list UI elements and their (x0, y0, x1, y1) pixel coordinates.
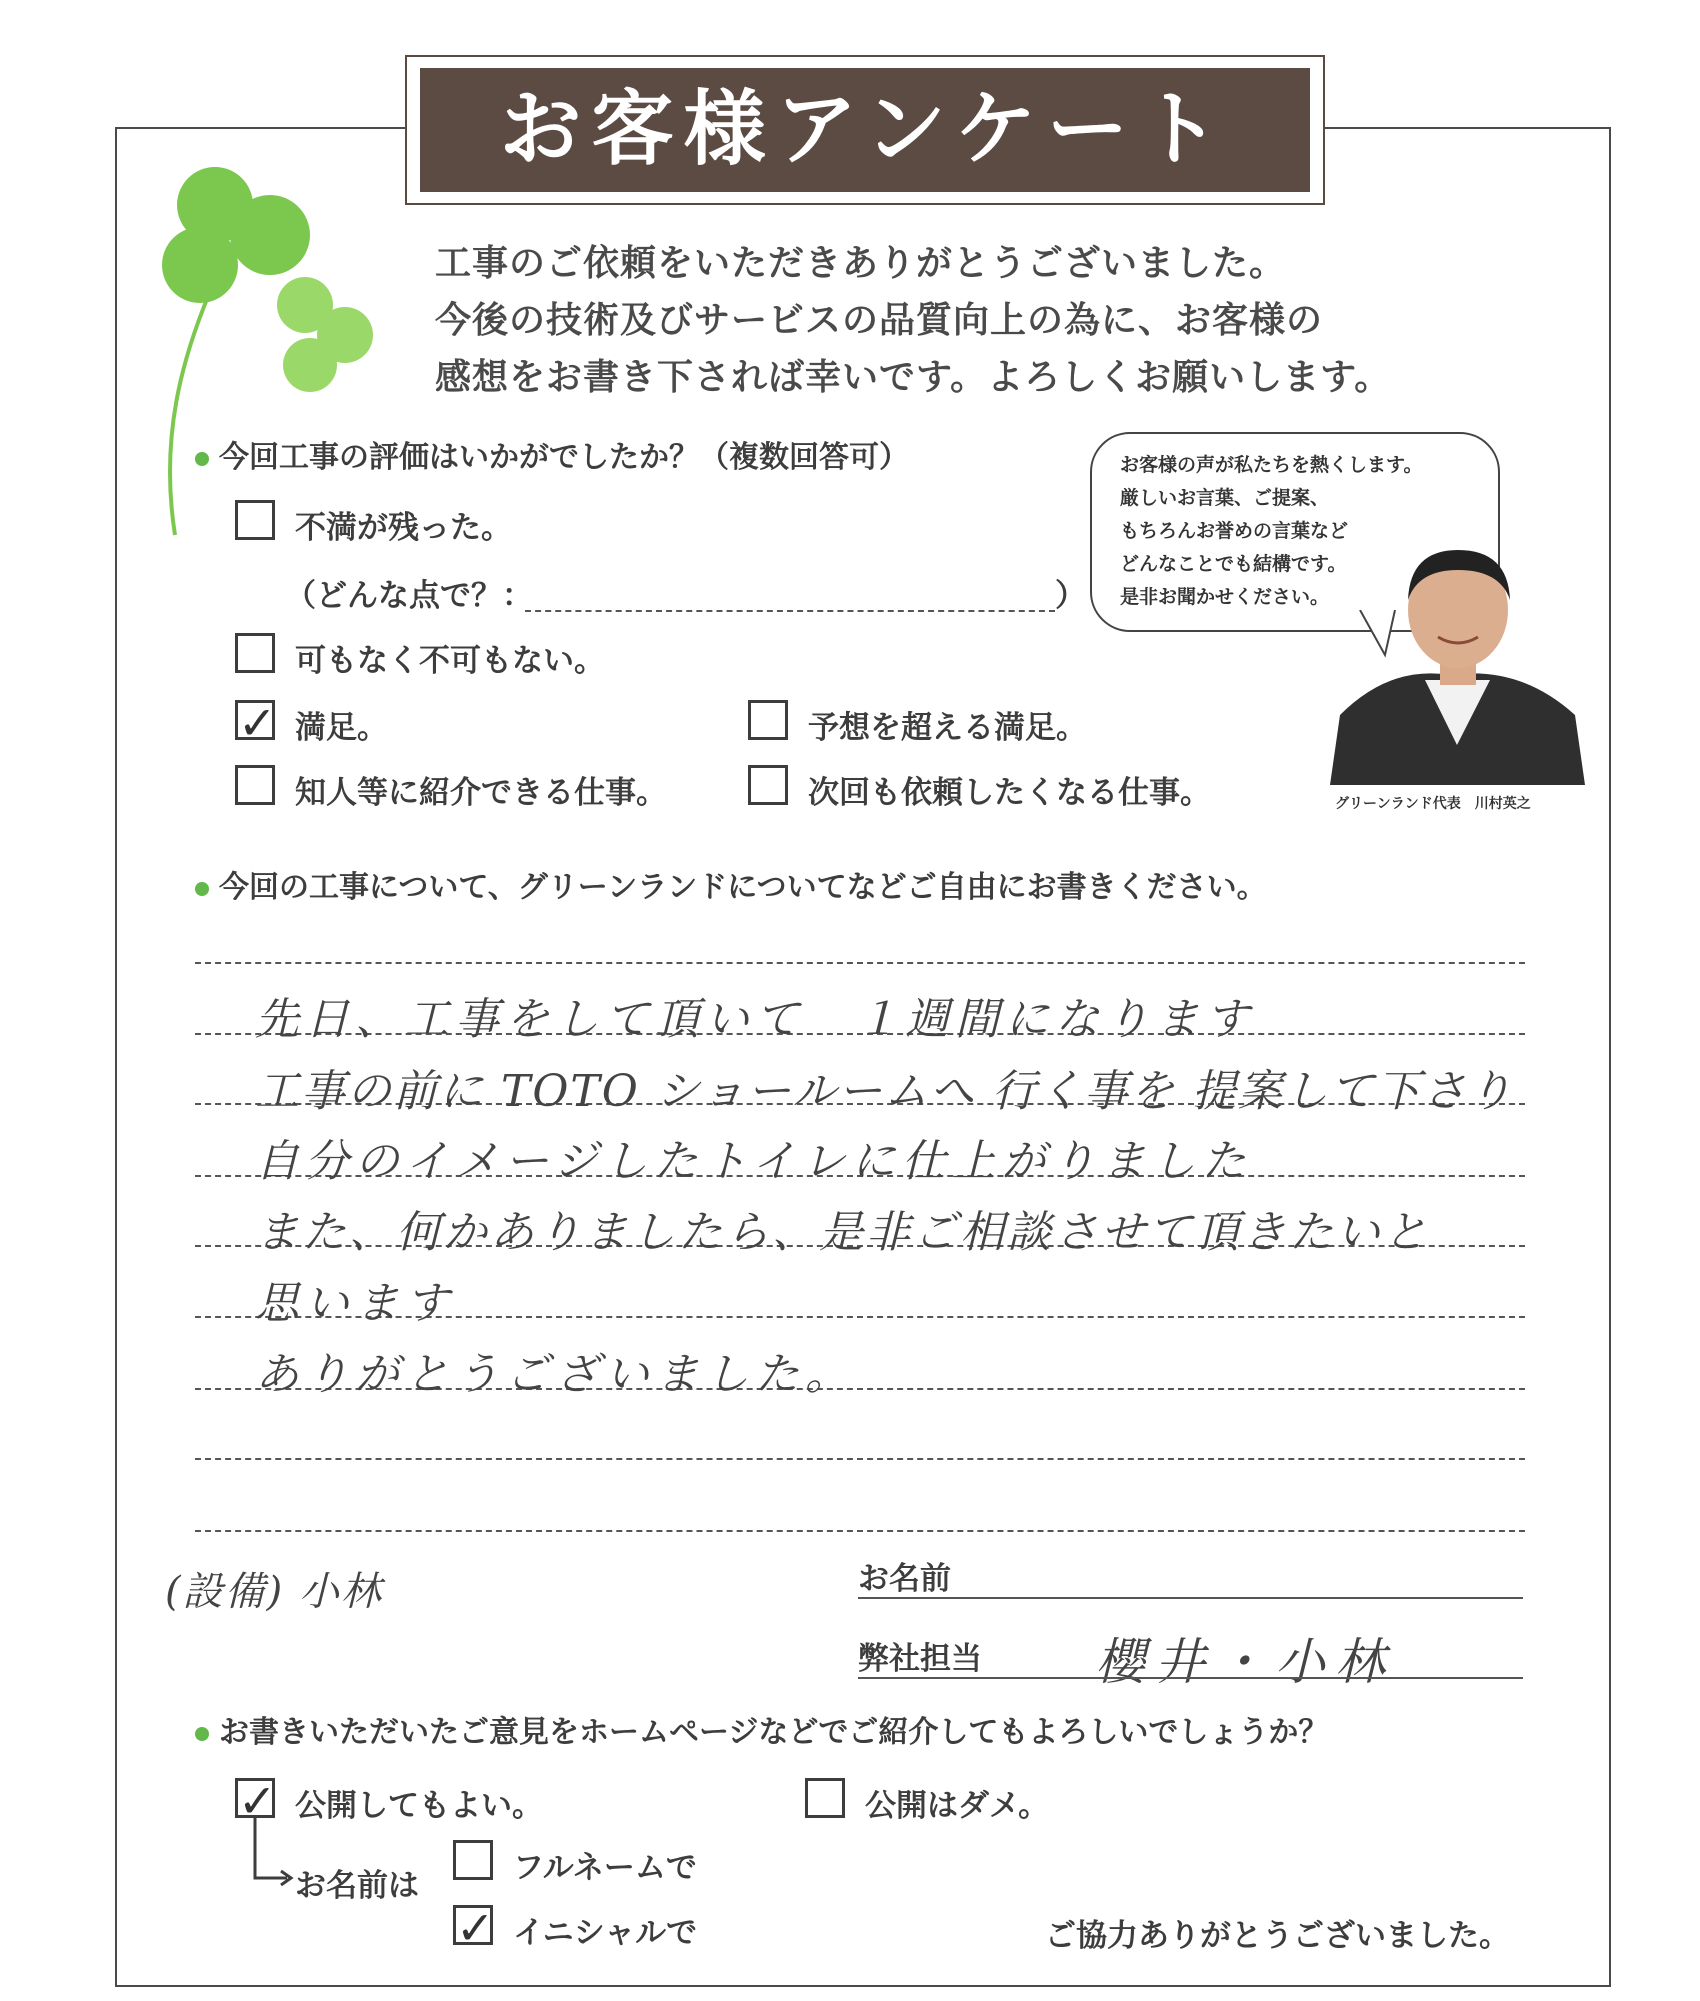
name-label: お名前 (858, 1561, 951, 1597)
handwritten-note: (設備) 小林 (165, 1569, 383, 1615)
representative-caption: グリーンランド代表 川村英之 (1335, 796, 1531, 812)
bullet-icon (195, 882, 209, 896)
name-format-label: お名前は (295, 1868, 419, 1904)
publish-ng-label: 公開はダメ。 (865, 1788, 1050, 1824)
question-publish-title (195, 1707, 1328, 1751)
comment-rule-line (195, 1458, 1525, 1460)
handwritten-comment-line: また、何かありましたら、是非ご相談させて頂きたいと (255, 1207, 1430, 1258)
bubble-line-5: 是非お聞かせください。 (1120, 586, 1330, 608)
question-free-comment-label: 今回の工事について、グリーンランドについてなどご自由にお書きください。 (219, 870, 1267, 905)
option-dissatisfied-label: 不満が残った。 (295, 510, 512, 546)
option-satisfied-label: 満足。 (295, 710, 388, 746)
checkbox-request-again[interactable] (748, 765, 788, 805)
checkbox-satisfied[interactable] (235, 696, 277, 750)
intro-line-3: 感想をお書き下されば幸いです。よろしくお願いします。 (435, 357, 1392, 398)
bullet-icon (195, 452, 209, 466)
staff-label: 弊社担当 (858, 1641, 982, 1677)
staff-value: 櫻井・小林 (1095, 1633, 1395, 1691)
checkbox-beyond-expectation[interactable] (748, 700, 788, 740)
handwritten-comment-line: 工事の前に TOTO ショールームへ 行く事を 提案して下さり (255, 1066, 1515, 1117)
checkbox-initial[interactable] (453, 1901, 495, 1955)
question-publish-label: お書きいただいたご意見をホームページなどでご紹介してもよろしいでしょうか？ (219, 1715, 1329, 1750)
footer-thanks: ご協力ありがとうございました。 (1045, 1918, 1510, 1954)
question-evaluation-label: 今回工事の評価はいかがでしたか？（複数回答可） (219, 440, 909, 475)
intro-line-1: 工事のご依頼をいただきありがとうございました。 (435, 243, 1287, 284)
option-request-again-label: 次回も依頼したくなる仕事。 (808, 775, 1211, 811)
handwritten-comment-line: ありがとうございました。 (255, 1349, 855, 1400)
checkbox-publish-ng[interactable] (805, 1778, 845, 1818)
checkbox-fullname[interactable] (453, 1840, 493, 1880)
detail-open-label: （どんな点で？： (285, 578, 533, 614)
checkbox-recommendable[interactable] (235, 765, 275, 805)
checkbox-publish-ok[interactable] (235, 1774, 277, 1828)
bubble-line-1: お客様の声が私たちを熱くします。 (1120, 454, 1423, 476)
branch-arrow-icon (245, 1818, 295, 1898)
bubble-line-4: どんなことでも結構です。 (1120, 553, 1347, 575)
intro-line-2: 今後の技術及びサービスの品質向上の為に、お客様の (435, 300, 1324, 341)
question-free-comment-title (195, 862, 1267, 906)
staff-field-line (858, 1677, 1523, 1679)
checkbox-neutral[interactable] (235, 633, 275, 673)
name-field-line[interactable] (858, 1597, 1523, 1599)
comment-rule-line (195, 1530, 1525, 1532)
handwritten-comment-line: 自分のイメージしたトイレに仕上がりました (255, 1136, 1252, 1187)
option-beyond-expectation-label: 予想を超える満足。 (808, 710, 1087, 746)
option-neutral-label: 可もなく不可もない。 (295, 643, 605, 679)
fullname-label: フルネームで (513, 1850, 697, 1886)
clover-decoration (120, 140, 410, 540)
option-recommendable-label: 知人等に紹介できる仕事。 (295, 775, 667, 811)
checkmark-icon: ✓ (238, 696, 277, 750)
handwritten-comment-line: 先日、工事をして頂いて １週間になります (255, 994, 1255, 1045)
checkmark-icon: ✓ (238, 1774, 277, 1828)
bubble-line-2: 厳しいお言葉、ご提案、 (1120, 487, 1330, 509)
checkmark-icon: ✓ (456, 1901, 495, 1955)
representative-photo (1330, 545, 1585, 785)
page-title: お客様アンケート (499, 82, 1231, 177)
question-evaluation-title (195, 432, 909, 476)
detail-close-label: ） (1055, 578, 1086, 614)
bullet-icon (195, 1727, 209, 1741)
checkbox-dissatisfied[interactable] (235, 500, 275, 540)
bubble-line-3: もちろんお誉めの言葉など (1120, 520, 1349, 542)
detail-input-line[interactable] (525, 610, 1055, 612)
comment-rule-line (195, 962, 1525, 964)
publish-ok-label: 公開してもよい。 (295, 1788, 543, 1824)
initial-label: イニシャルで (513, 1915, 698, 1951)
handwritten-comment-line: 思います (255, 1278, 455, 1329)
